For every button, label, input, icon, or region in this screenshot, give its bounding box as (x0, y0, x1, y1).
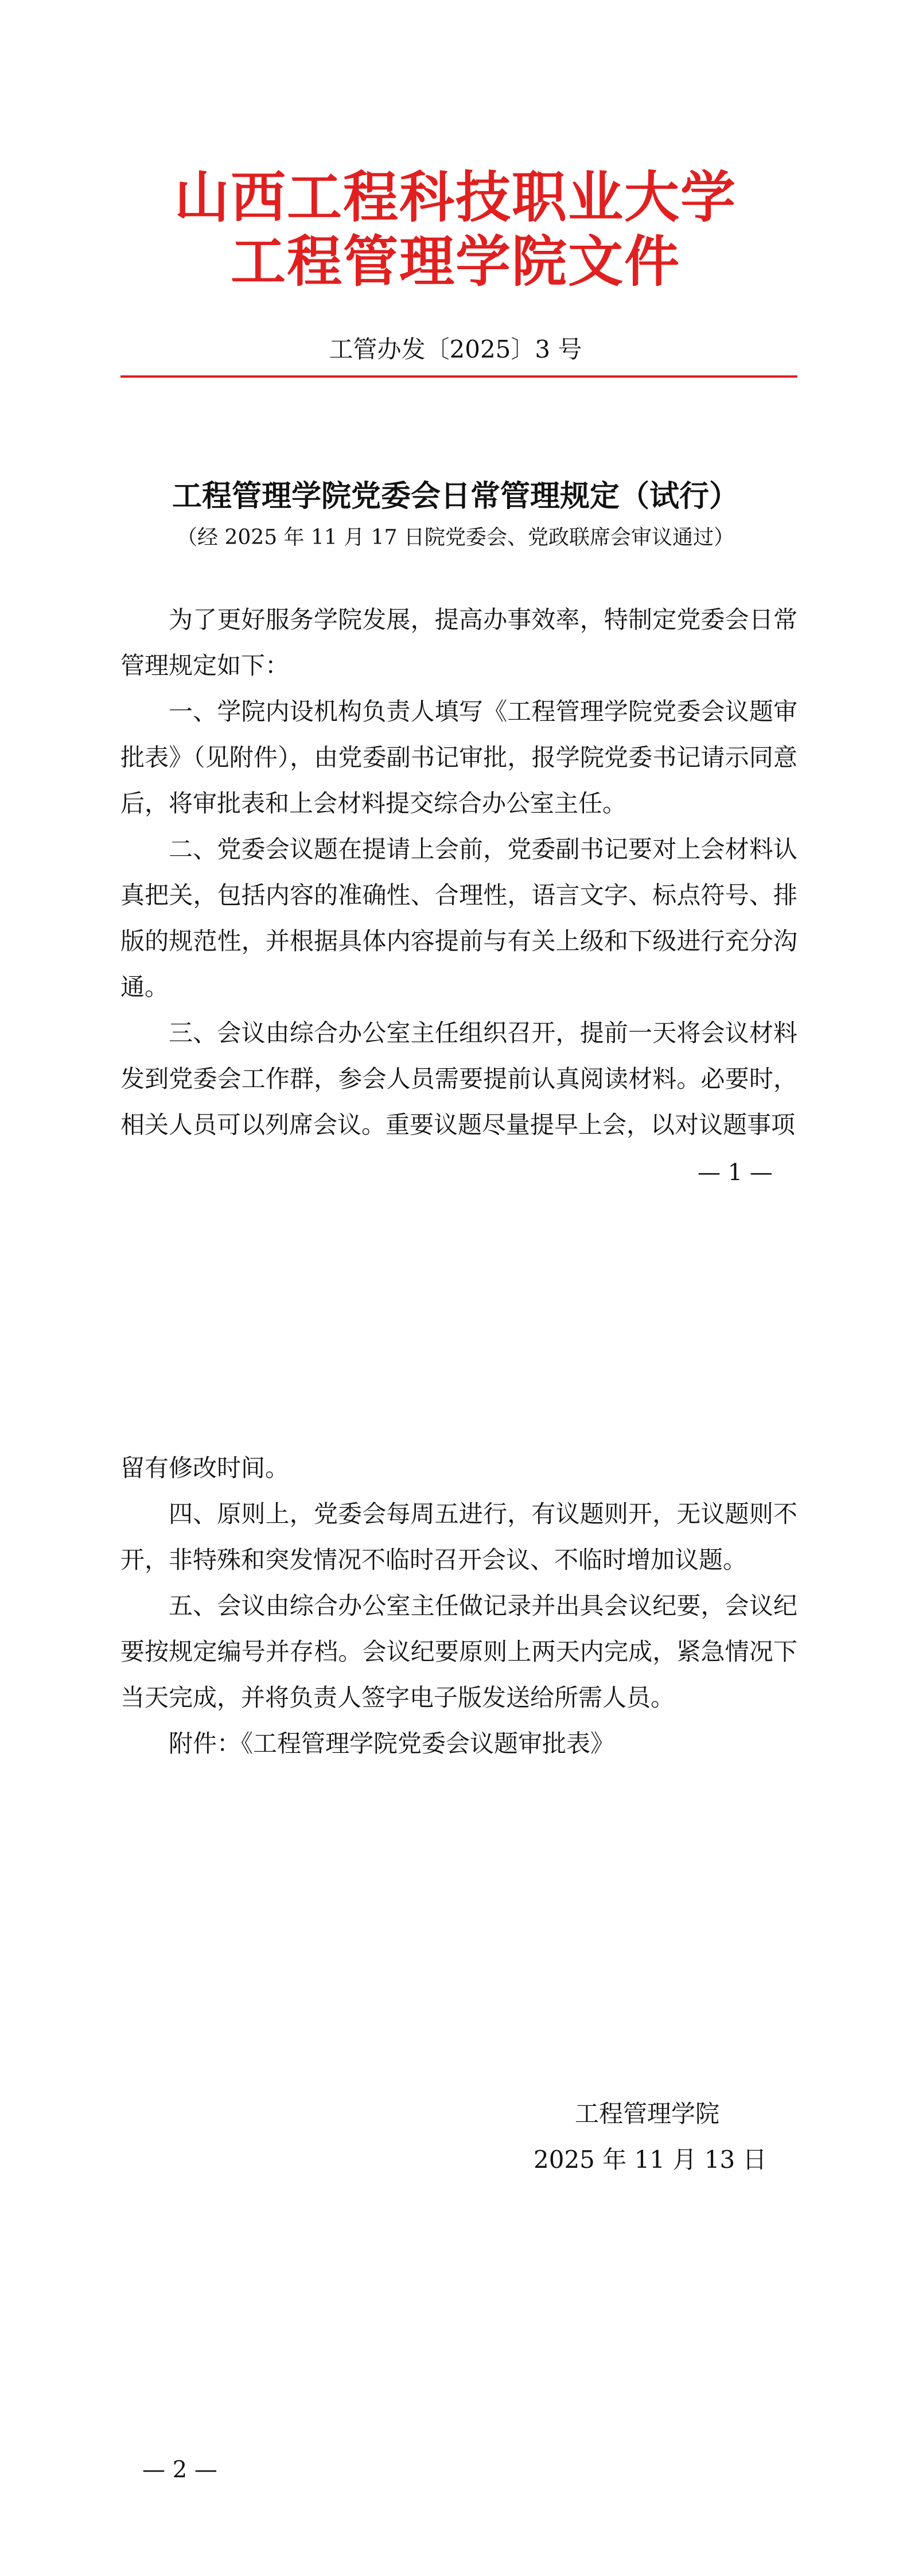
body-paragraph: 五、会议由综合办公室主任做记录并出具会议纪要，会议纪要按规定编号并存档。会议纪要原则上两天内完成，紧急情况下当天完成，并将负责人签字电子版发送给所需人员。 (120, 1592, 797, 1712)
body-paragraph: 二、党委会议题在提请上会前，党委副书记要对上会材料认真把关，包括内容的准确性、合理性，语言文字、标点符号、排版的规范性，并根据具体内容提前与有关上级和下级进行充分沟通。 (120, 835, 797, 1001)
body-paragraph: 三、会议由综合办公室主任组织召开，提前一天将会议材料发到党委会工作群，参会人员需要提前认真阅读材料。必要时，相关人员可以列席会议。重要议题尽量提早上会，以对议题事项 (120, 1019, 797, 1139)
signature-date: 2025 年 11 月 13 日 (534, 2146, 767, 2174)
regulation-subtitle: （经 2025 年 11 月 17 日院党委会、党政联席会审议通过） (177, 526, 734, 549)
page-number-1: — 1 — (698, 1159, 773, 1186)
signature-organization: 工程管理学院 (575, 2100, 720, 2128)
body-paragraph: 四、原则上，党委会每周五进行，有议题则开，无议题则不开，非特殊和突发情况不临时召开会议、不临时增加议题。 (120, 1500, 797, 1574)
page-number-2: — 2 — (142, 2457, 217, 2483)
document-number: 工管办发〔2025〕3 号 (329, 335, 582, 363)
regulation-title: 工程管理学院党委会日常管理规定（试行） (172, 479, 739, 514)
header-divider (120, 375, 797, 378)
attachment-line: 附件：《工程管理学院党委会议题审批表》 (169, 1729, 615, 1758)
body-paragraph: 为了更好服务学院发展，提高办事效率，特制定党委会日常管理规定如下： (120, 606, 797, 680)
page2-body (120, 1445, 797, 1767)
body-paragraph: 一、学院内设机构负责人填写《工程管理学院党委会议题审批表》（见附件），由党委副书记审批，报学院党委书记请示同意后，将审批表和上会材料提交综合办公室主任。 (120, 697, 797, 817)
org-title-line2: 工程管理学院文件 (231, 229, 680, 294)
page1-body (120, 597, 797, 1148)
org-title-line1: 山西工程科技职业大学 (174, 165, 737, 230)
body-paragraph-continuation: 留有修改时间。 (120, 1454, 290, 1482)
